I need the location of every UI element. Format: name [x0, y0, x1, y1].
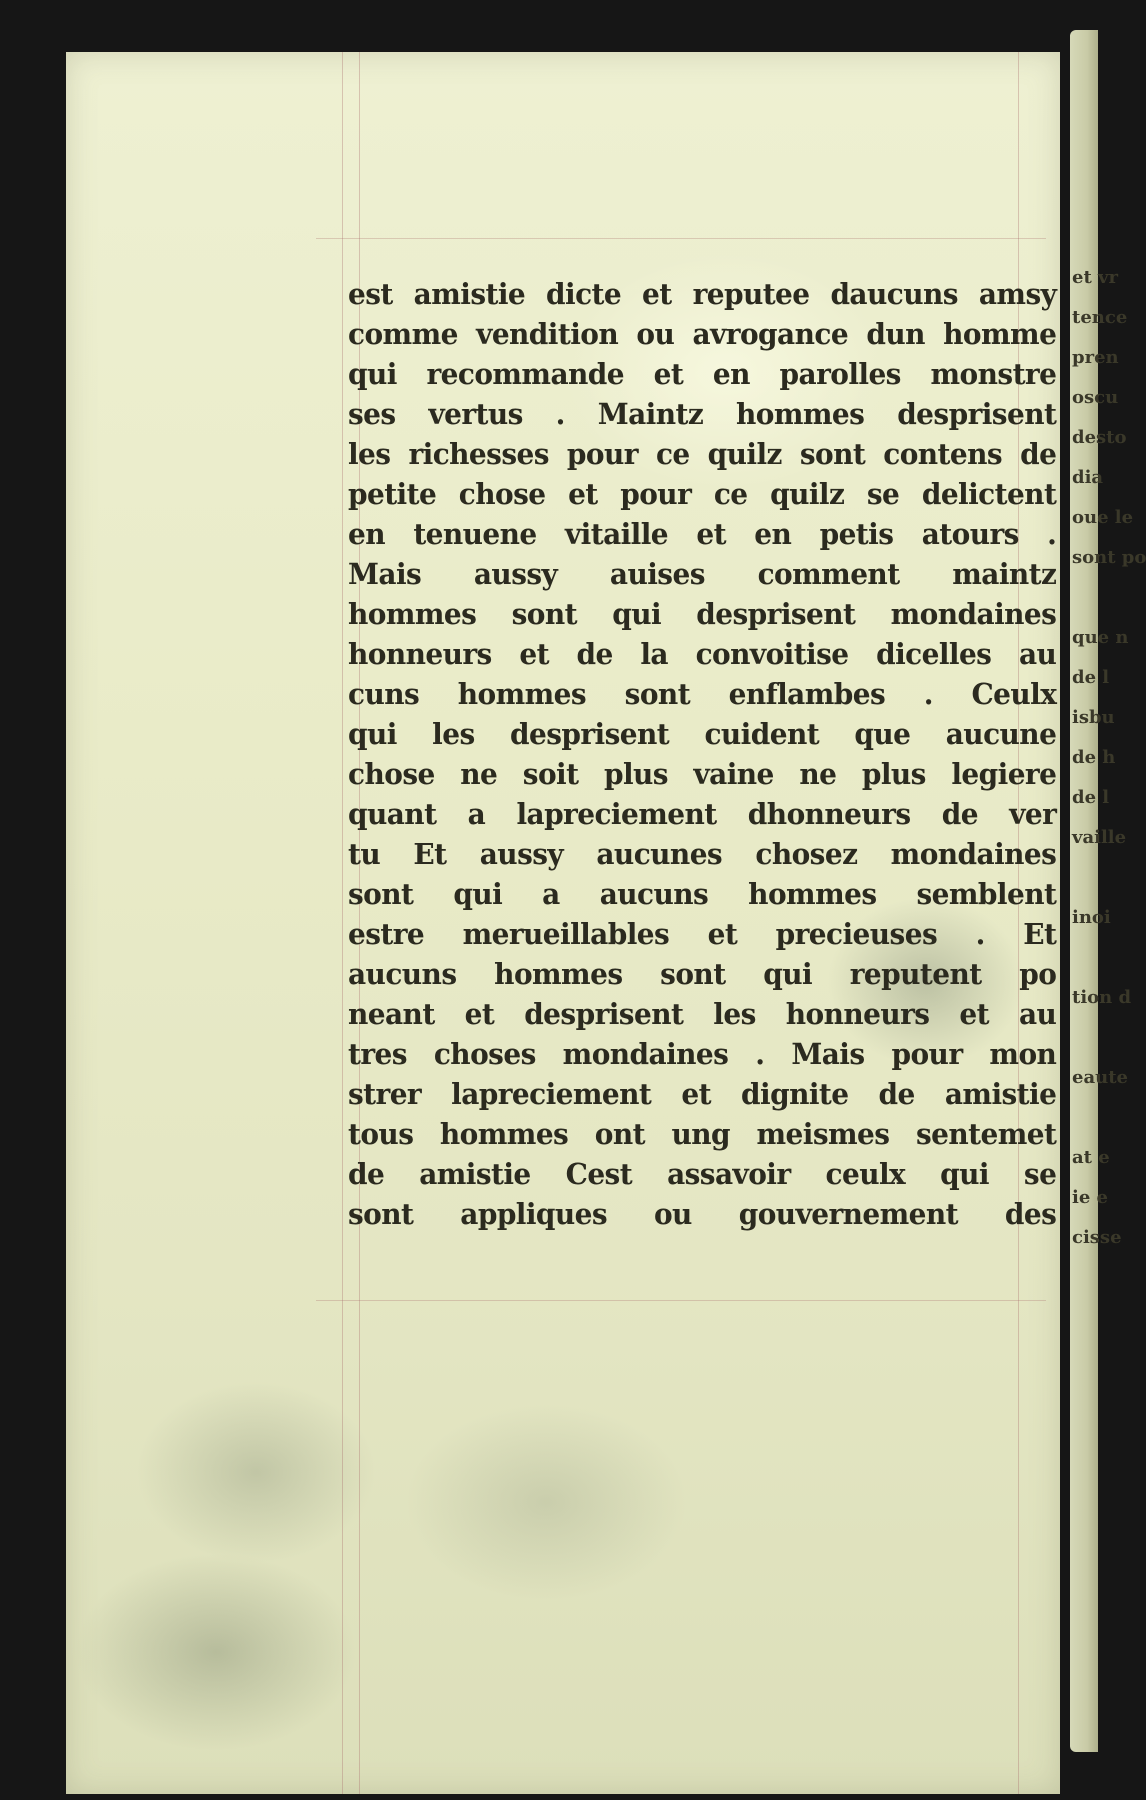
next-page-fragment: [1072, 858, 1146, 898]
next-page-fragment: tence: [1072, 307, 1128, 328]
next-page-fragment: desto: [1072, 427, 1127, 448]
ruling-line-left: [342, 52, 343, 1794]
ruling-line-top: [316, 238, 1046, 239]
manuscript-line: quant a lapreciement dhonneurs de ver: [348, 797, 1057, 831]
ruling-line-bottom: [316, 1300, 1046, 1301]
next-page-fragment: cisse: [1072, 1227, 1122, 1248]
manuscript-line: strer lapreciement et dignite de amistie: [348, 1077, 1057, 1111]
next-page-fragment: oue le: [1072, 507, 1134, 528]
manuscript-line: aucuns hommes sont qui reputent po: [348, 957, 1057, 991]
manuscript-line: estre merueillables et precieuses . Et: [348, 917, 1057, 951]
next-page-text: [1070, 258, 1146, 1258]
next-page-fragment: [1072, 1098, 1146, 1138]
next-page-fragment: isbu: [1072, 707, 1115, 728]
manuscript-line: neant et desprisent les honneurs et au: [348, 997, 1057, 1031]
next-page-fragment: ie e: [1072, 1187, 1109, 1208]
manuscript-line: comme vendition ou avrogance dun homme: [348, 317, 1057, 351]
manuscript-line: cuns hommes sont enflambes . Ceulx: [348, 677, 1057, 711]
next-page-fragment: de l: [1072, 667, 1110, 688]
manuscript-line: honneurs et de la convoitise dicelles au: [348, 637, 1057, 671]
manuscript-line: Mais aussy auises comment maintz: [348, 557, 1057, 591]
manuscript-line: tous hommes ont ung meismes sentemet: [348, 1117, 1057, 1151]
manuscript-line: en tenuene vitaille et en petis atours .: [348, 517, 1057, 551]
manuscript-line: petite chose et pour ce quilz se delictent: [348, 477, 1057, 511]
next-page-fragment: eaute: [1072, 1067, 1128, 1088]
next-page-fragment: [1072, 1018, 1146, 1058]
manuscript-line: est amistie dicte et reputee daucuns amsy: [348, 277, 1057, 311]
manuscript-line: de amistie Cest assavoir ceulx qui se: [348, 1157, 1057, 1191]
manuscript-line: les richesses pour ce quilz sont contens de: [348, 437, 1057, 471]
next-page-fragment: inoi: [1072, 907, 1111, 928]
next-page-fragment: sont po: [1072, 547, 1146, 568]
manuscript-line: tres choses mondaines . Mais pour mon: [348, 1037, 1057, 1071]
manuscript-line: chose ne soit plus vaine ne plus legiere: [348, 757, 1057, 791]
next-page-fragment: tion d: [1072, 987, 1132, 1008]
manuscript-folio: [66, 52, 1060, 1794]
next-page-fragment: dia: [1072, 467, 1104, 488]
manuscript-line: hommes sont qui desprisent mondaines: [348, 597, 1057, 631]
manuscript-line: tu Et aussy aucunes chosez mondaines: [348, 837, 1057, 871]
next-page-fragment: de h: [1072, 747, 1116, 768]
next-page-fragment: vaille: [1072, 827, 1127, 848]
next-page-fragment: et vr: [1072, 267, 1118, 288]
next-page-fragment: de l: [1072, 787, 1110, 808]
next-page-fragment: at e: [1072, 1147, 1110, 1168]
next-page-fragment: [1072, 578, 1146, 618]
next-page-fragment: que n: [1072, 627, 1129, 648]
manuscript-line: qui recommande et en parolles monstre: [348, 357, 1057, 391]
manuscript-text-block: [348, 274, 1082, 1234]
next-page-fragment: [1072, 938, 1146, 978]
next-page-edge: [1070, 30, 1146, 1752]
manuscript-line: ses vertus . Maintz hommes desprisent: [348, 397, 1057, 431]
manuscript-line: sont appliques ou gouvernement des: [348, 1197, 1057, 1231]
next-page-fragment: oscu: [1072, 387, 1119, 408]
manuscript-line: sont qui a aucuns hommes semblent: [348, 877, 1057, 911]
manuscript-line: qui les desprisent cuident que aucune: [348, 717, 1057, 751]
next-page-fragment: pren: [1072, 347, 1119, 368]
